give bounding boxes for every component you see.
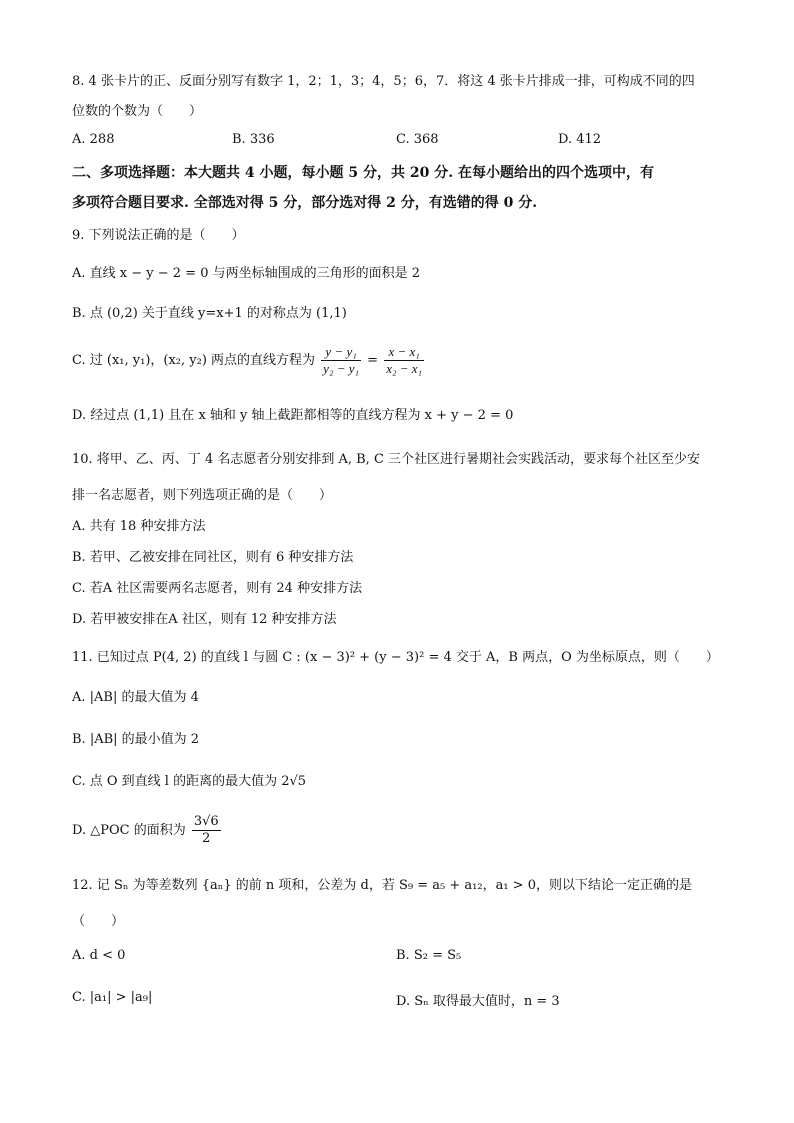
q11-area-numerator: 3√6 [193, 814, 219, 829]
q8-option-c: C. 368 [396, 132, 439, 147]
q9-option-c [72, 344, 426, 377]
q10-stem-line1: 10. 将甲、乙、丙、丁 4 名志愿者分别安排到 A, B, C 三个社区进行暑期社会实践活动，要求每个社区至少安 [72, 452, 701, 467]
q10-option-d: D. 若甲被安排在A 社区，则有 12 种安排方法 [72, 612, 337, 627]
q9-fraction-y-denominator: y₂ − y₁ [323, 361, 360, 376]
q10-option-c: C. 若A 社区需要两名志愿者，则有 24 种安排方法 [72, 581, 363, 596]
q12-option-b: B. S₂ = S₅ [396, 948, 462, 963]
q8-option-b: B. 336 [232, 132, 275, 147]
q10-stem-line2: 排一名志愿者，则下列选项正确的是（ ） [72, 488, 333, 503]
q8-option-d: D. 412 [558, 132, 602, 147]
q9-option-a: A. 直线 x − y − 2 = 0 与两坐标轴围成的三角形的面积是 2 [72, 266, 421, 281]
q9-fraction-x [384, 344, 424, 377]
q8-option-a: A. 288 [72, 132, 115, 147]
q11-option-c: C. 点 O 到直线 l 的距离的最大值为 2√5 [72, 774, 307, 789]
q11-option-a: A. |AB| 的最大值为 4 [72, 690, 199, 705]
q9-option-c-text: C. 过 (x₁, y₁)，(x₂, y₂) 两点的直线方程为 [72, 353, 316, 368]
q12-option-c: C. |a₁| > |a₉| [72, 990, 153, 1005]
q12-option-a: A. d < 0 [72, 948, 126, 963]
q9-equals-sign: = [367, 353, 379, 368]
q11-option-b: B. |AB| 的最小值为 2 [72, 732, 200, 747]
q8-stem-line2: 位数的个数为（ ） [72, 104, 203, 119]
q9-fraction-x-numerator: x − x₁ [384, 344, 424, 361]
q11-option-d-text: D. △POC 的面积为 [72, 823, 186, 838]
q12-stem-line1: 12. 记 Sₙ 为等差数列 {aₙ} 的前 n 项和，公差为 d，若 S₉ = a₅ + a₁₂，a₁ > 0，则以下结论一定正确的是 [72, 878, 692, 893]
q9-fraction-y [321, 344, 361, 377]
q8-stem-line1: 8. 4 张卡片的正、反面分别写有数字 1，2；1，3；4，5；6，7．将这 4 张卡片排成一排，可构成不同的四 [72, 74, 695, 89]
q10-option-a: A. 共有 18 种安排方法 [72, 519, 206, 534]
q9-stem: 9. 下列说法正确的是（ ） [72, 228, 245, 243]
q11-area-fraction [192, 814, 221, 847]
section2-header-line1: 二、多项选择题：本大题共 4 小题，每小题 5 分，共 20 分. 在每小题给出的四个选项中，有 [72, 165, 654, 181]
q11-stem: 11. 已知过点 P(4, 2) 的直线 l 与圆 C : (x − 3)² + (y − 3)² = 4 交于 A，B 两点，O 为坐标原点，则（ ） [72, 650, 719, 665]
q12-stem-line2: （ ） [72, 914, 125, 929]
q11-option-d [72, 814, 223, 847]
q10-option-b: B. 若甲、乙被安排在同社区，则有 6 种安排方法 [72, 550, 354, 565]
q9-fraction-y-numerator: y − y₁ [321, 344, 361, 361]
q9-option-d: D. 经过点 (1,1) 且在 x 轴和 y 轴上截距都相等的直线方程为 x + y − 2 = 0 [72, 408, 514, 423]
section2-header-line2: 多项符合题目要求. 全部选对得 5 分，部分选对得 2 分，有选错的得 0 分. [72, 195, 538, 211]
q11-area-denominator: 2 [202, 831, 211, 846]
q9-option-b: B. 点 (0,2) 关于直线 y=x+1 的对称点为 (1,1) [72, 306, 347, 321]
q9-fraction-x-denominator: x₂ − x₁ [386, 361, 423, 376]
q12-option-d: D. Sₙ 取得最大值时，n = 3 [396, 994, 560, 1009]
